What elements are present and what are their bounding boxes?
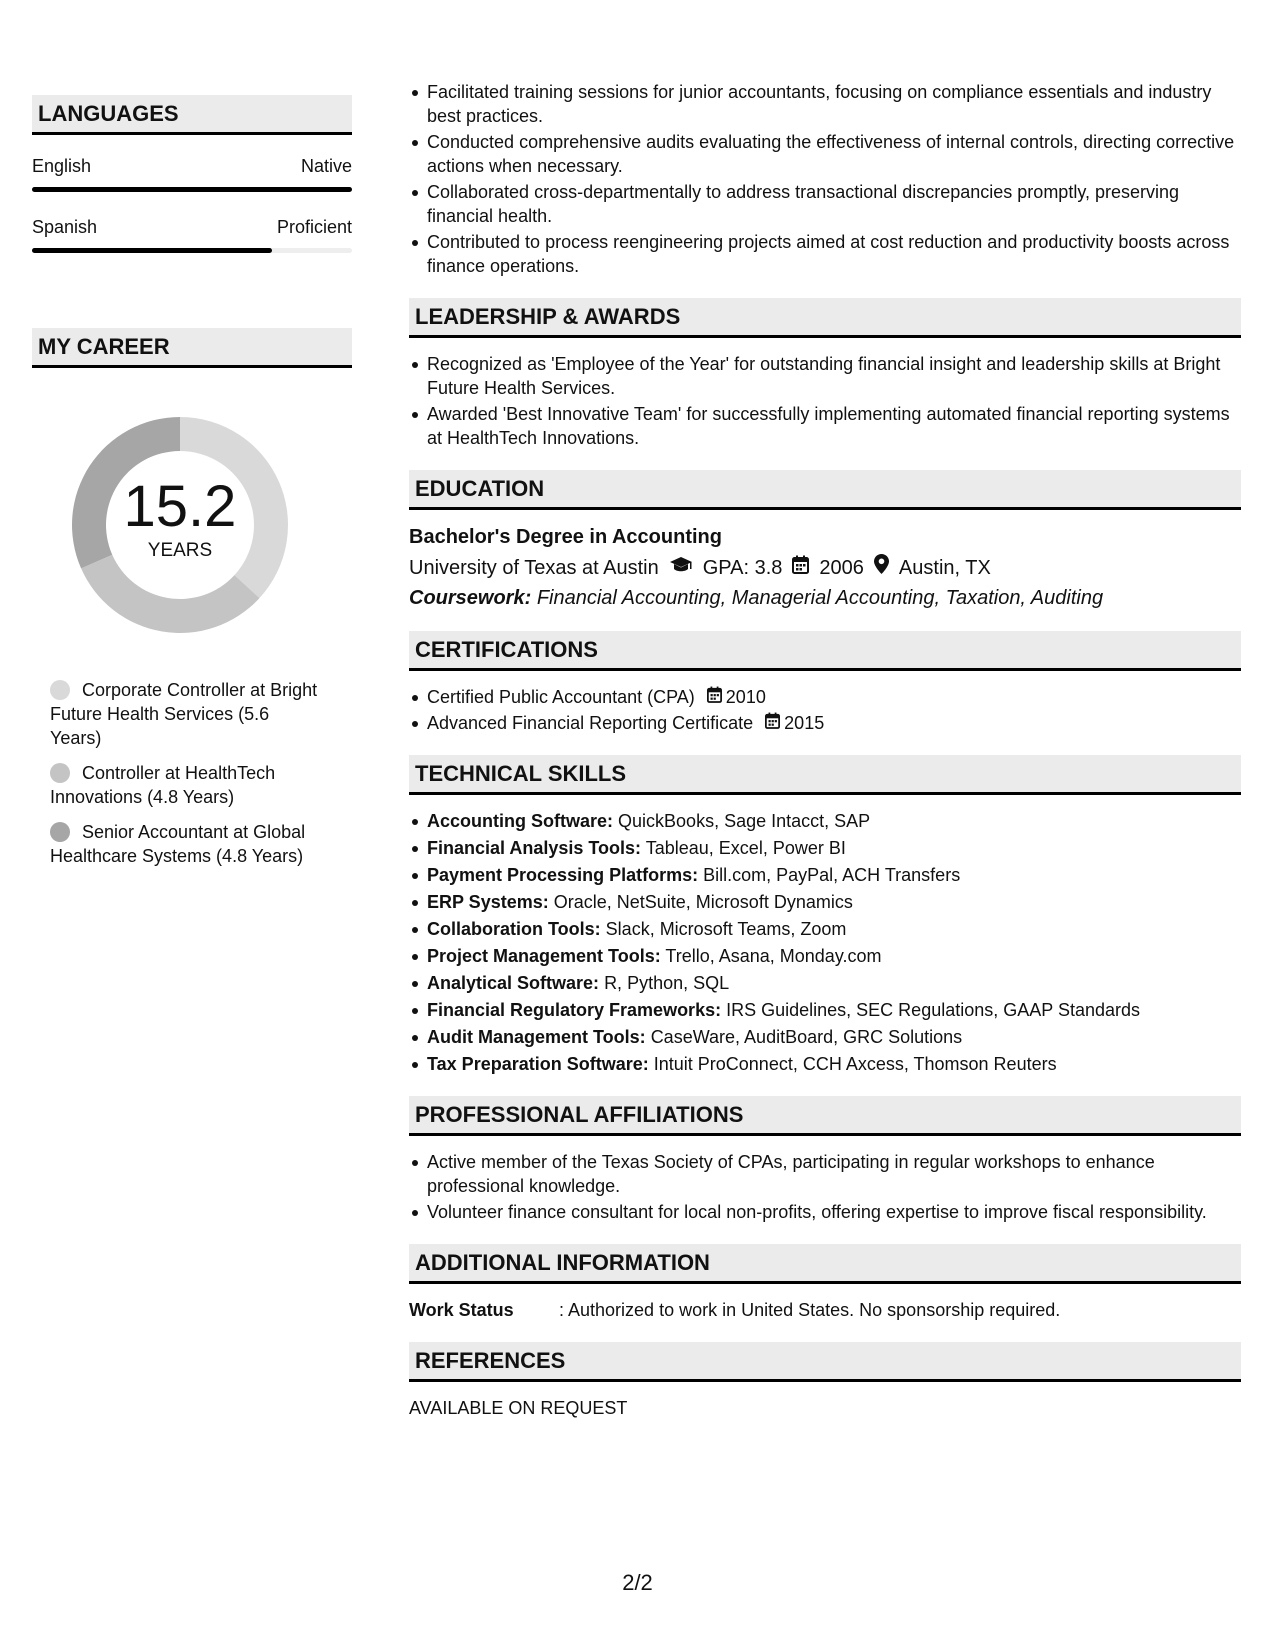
skills-section	[409, 755, 1241, 1076]
education-coursework	[409, 585, 1241, 611]
coursework-label: Coursework:	[409, 587, 532, 609]
certifications-heading: CERTIFICATIONS	[409, 631, 1241, 671]
education-section	[409, 470, 1241, 611]
affiliations-section	[409, 1096, 1241, 1224]
career-donut-chart	[65, 410, 295, 640]
calendar-icon	[765, 711, 780, 735]
skill-label: Collaboration Tools:	[427, 919, 601, 939]
legend-dot-icon	[50, 680, 70, 700]
graduation-cap-icon	[669, 555, 693, 581]
skills-list	[409, 809, 1241, 1076]
donut-center	[65, 410, 295, 640]
skill-value: Bill.com, PayPal, ACH Transfers	[703, 865, 961, 885]
work-status-label: Work Status	[409, 1300, 514, 1320]
skill-label: Project Management Tools:	[427, 946, 661, 966]
skill-item	[427, 944, 1241, 968]
language-level: Native	[300, 156, 352, 176]
skill-value: Intuit ProConnect, CCH Axcess, Thomson Reuters	[653, 1054, 1057, 1074]
left-column	[32, 95, 352, 879]
language-bar	[32, 248, 352, 253]
skill-label: Payment Processing Platforms:	[427, 865, 699, 885]
experience-bullets	[409, 80, 1241, 278]
additional-info-heading: ADDITIONAL INFORMATION	[409, 1244, 1241, 1284]
language-name: English	[32, 156, 92, 176]
additional-info-section	[409, 1244, 1241, 1322]
calendar-icon	[792, 555, 809, 581]
skill-value: Trello, Asana, Monday.com	[665, 946, 882, 966]
skill-item	[427, 890, 1241, 914]
certification-name: Advanced Financial Reporting Certificate	[427, 713, 754, 733]
references-section	[409, 1342, 1241, 1420]
career-role-text: Controller at HealthTech Innovations (4.8 Years)	[50, 763, 276, 807]
location-pin-icon	[874, 554, 889, 581]
skill-label: Accounting Software:	[427, 811, 614, 831]
certification-item	[427, 685, 1241, 709]
skill-item	[427, 1025, 1241, 1049]
skill-label: Analytical Software:	[427, 973, 600, 993]
experience-bullet: Facilitated training sessions for junior accountants, focusing on compliance essentials and industry best practices.	[427, 80, 1241, 128]
languages-heading: LANGUAGES	[32, 95, 352, 135]
work-status-value: : Authorized to work in United States. No sponsorship required.	[559, 1300, 1061, 1320]
skill-value: R, Python, SQL	[604, 973, 730, 993]
leadership-section	[409, 298, 1241, 450]
skill-item	[427, 809, 1241, 833]
certification-year: 2010	[725, 687, 766, 707]
skill-item	[427, 863, 1241, 887]
certification-item	[427, 711, 1241, 735]
skill-label: ERP Systems:	[427, 892, 549, 912]
education-degree: Bachelor's Degree in Accounting	[409, 526, 722, 548]
experience-bullet: Conducted comprehensive audits evaluating the effectiveness of internal controls, directing corrective actions when necessary.	[427, 130, 1241, 178]
skill-item	[427, 836, 1241, 860]
experience-bullet: Contributed to process reengineering projects aimed at cost reduction and productivity boosts across finance operations.	[427, 230, 1241, 278]
career-role-text: Corporate Controller at Bright Future Health Services (5.6 Years)	[50, 680, 318, 748]
skill-value: CaseWare, AuditBoard, GRC Solutions	[650, 1027, 963, 1047]
skill-value: Tableau, Excel, Power BI	[645, 838, 846, 858]
leadership-heading: LEADERSHIP & AWARDS	[409, 298, 1241, 338]
skill-item	[427, 917, 1241, 941]
language-bar	[32, 187, 352, 192]
education-gpa: GPA: 3.8	[702, 556, 783, 579]
skill-value: QuickBooks, Sage Intacct, SAP	[618, 811, 871, 831]
skill-value: Oracle, NetSuite, Microsoft Dynamics	[553, 892, 853, 912]
language-bar-fill	[32, 248, 272, 253]
legend-dot-icon	[50, 822, 70, 842]
coursework-value: Financial Accounting, Managerial Accounting, Taxation, Auditing	[536, 587, 1104, 609]
skill-label: Financial Analysis Tools:	[427, 838, 642, 858]
skill-label: Audit Management Tools:	[427, 1027, 646, 1047]
work-status-row	[409, 1298, 1241, 1322]
education-school: University of Texas at Austin	[409, 556, 659, 579]
legend-dot-icon	[50, 763, 70, 783]
references-text: AVAILABLE ON REQUEST	[409, 1398, 628, 1418]
career-total-years: 15.2	[123, 474, 237, 539]
career-years-label: YEARS	[147, 540, 213, 561]
skills-heading: TECHNICAL SKILLS	[409, 755, 1241, 795]
leadership-item: Recognized as 'Employee of the Year' for outstanding financial insight and leadership skills at Bright Future Health Services.	[427, 352, 1241, 400]
references-heading: REFERENCES	[409, 1342, 1241, 1382]
language-name: Spanish	[32, 217, 98, 237]
skill-label: Financial Regulatory Frameworks:	[427, 1000, 722, 1020]
skill-value: Slack, Microsoft Teams, Zoom	[605, 919, 847, 939]
career-legend	[32, 678, 322, 868]
education-year: 2006	[819, 556, 864, 579]
skill-label: Tax Preparation Software:	[427, 1054, 649, 1074]
certifications-section	[409, 631, 1241, 735]
education-heading: EDUCATION	[409, 470, 1241, 510]
language-bar-fill	[32, 187, 352, 192]
language-level: Proficient	[276, 217, 352, 237]
skill-item	[427, 998, 1241, 1022]
career-role-item	[50, 761, 322, 809]
language-spanish	[32, 216, 352, 253]
affiliation-item: Volunteer finance consultant for local non-profits, offering expertise to improve fiscal responsibility.	[427, 1200, 1241, 1224]
skill-item	[427, 971, 1241, 995]
certification-year: 2015	[784, 713, 825, 733]
right-column	[409, 80, 1241, 1420]
career-role-text: Senior Accountant at Global Healthcare Systems (4.8 Years)	[50, 822, 306, 866]
career-role-item	[50, 678, 322, 750]
skill-value: IRS Guidelines, SEC Regulations, GAAP Standards	[726, 1000, 1140, 1020]
education-location: Austin, TX	[898, 556, 991, 579]
experience-bullet: Collaborated cross-departmentally to address transactional discrepancies promptly, preserving financial health.	[427, 180, 1241, 228]
skill-item	[427, 1052, 1241, 1076]
certification-name: Certified Public Accountant (CPA)	[427, 687, 695, 707]
page-number: 2/2	[622, 1570, 653, 1595]
affiliation-item: Active member of the Texas Society of CPAs, participating in regular workshops to enhance professional knowledge.	[427, 1150, 1241, 1198]
education-details	[409, 554, 1241, 581]
calendar-icon	[707, 685, 722, 709]
language-english	[32, 155, 352, 192]
affiliations-heading: PROFESSIONAL AFFILIATIONS	[409, 1096, 1241, 1136]
leadership-item: Awarded 'Best Innovative Team' for successfully implementing automated financial reporting systems at HealthTech Innovations.	[427, 402, 1241, 450]
career-heading: MY CAREER	[32, 328, 352, 368]
career-role-item	[50, 820, 322, 868]
